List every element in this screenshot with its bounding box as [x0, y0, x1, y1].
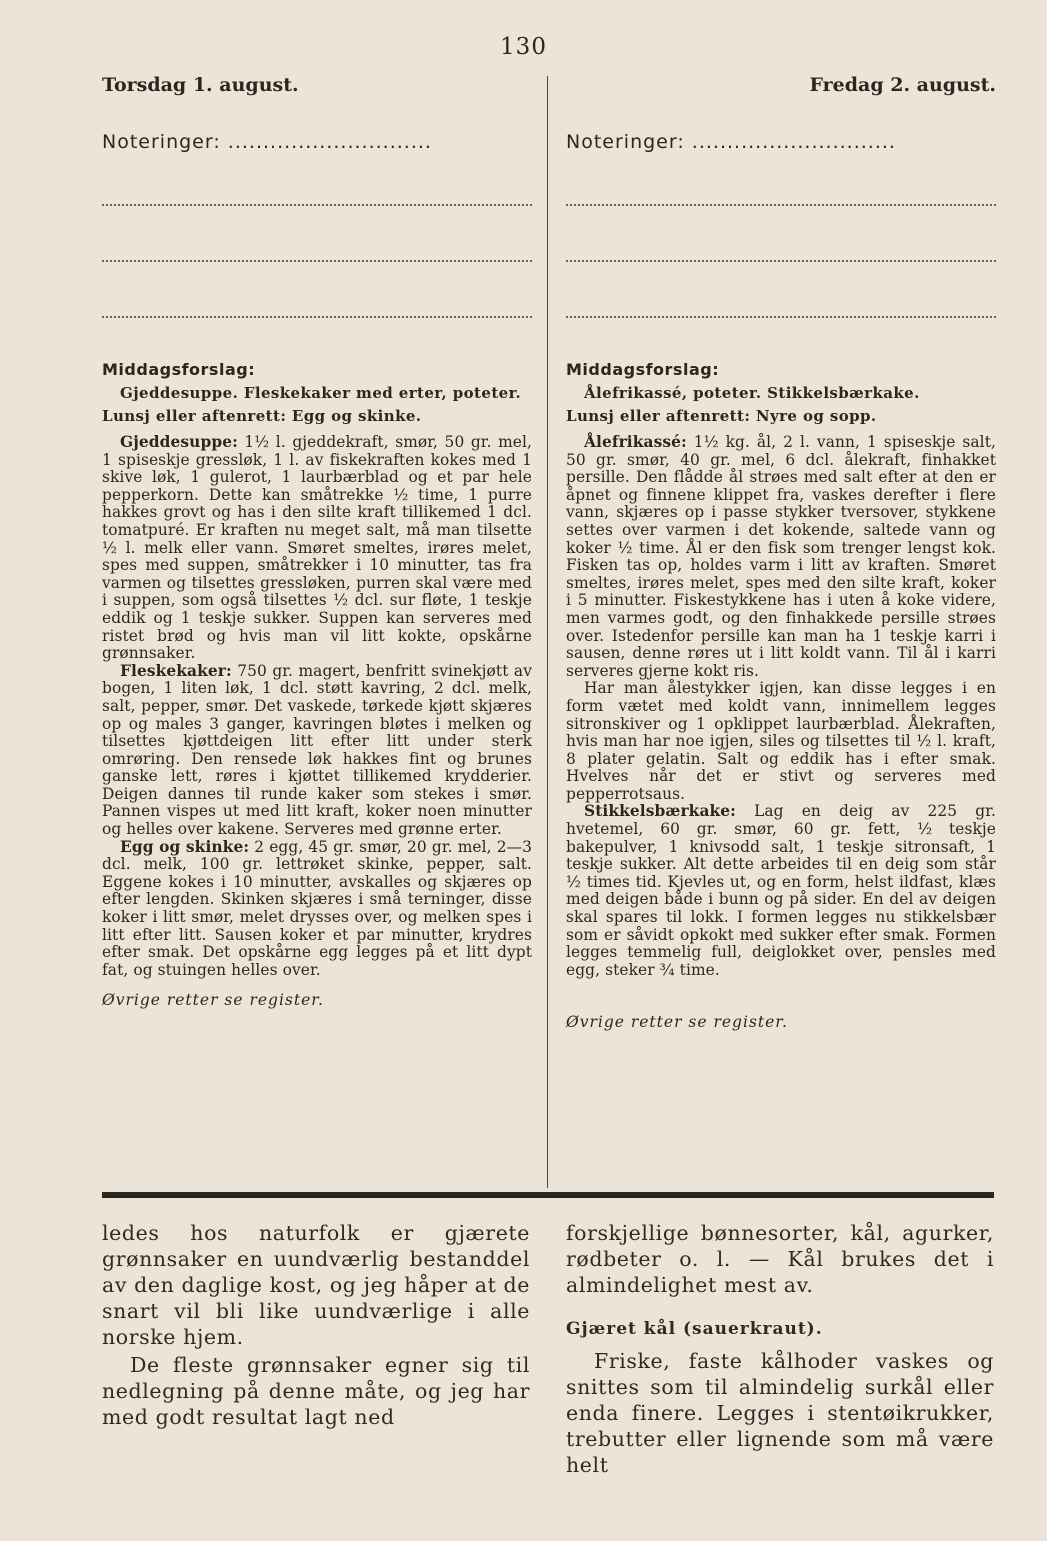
recipe-name: Egg og skinke: [120, 837, 250, 856]
recipe-name: Ålefrikassé: [584, 433, 687, 451]
dinner-heading-left: Middagsforslag: [102, 360, 256, 379]
menu-right: Ålefrikassé, poteter. Stikkelsbærkake. [584, 384, 920, 402]
recipe-text: 1½ kg. ål, 2 l. vann, 1 spiseskje salt, 50 gr. smør, 40 gr. mel, 6 dcl. ålekraft, finhakket persille. Den flådde ål strøes med salt efter at den er åpnet og finnene klippet fra, vaskes derefter i flere vann, skjæres op i passe stykker tversover, stykkene settes over varmen i det kokende, saltede vann og koker ½ time. Ål er den fisk som trenger lengst kok. Fisken tas op, holdes varm i litt av kraften. Smøret smeltes, irøres melet, spes med den silte kraft, koker i 5 minutter. Fiskestykkene has i uten å koke videre, men varmes godt, og den finhakkede persille strøes over. Istedenfor persille kan man ha 1 teskje karri i sausen, denne røres ut i litt koldt vann. Til ål i karri serveres gjerne kokt ris. [566, 433, 996, 680]
bottom-right-text [566, 1220, 994, 1478]
horizontal-rule [102, 1192, 994, 1198]
notes-dots: ............................. [227, 131, 432, 153]
recipe-text: Lag en deig av 225 gr. hvetemel, 60 gr. smør, 60 gr. fett, ½ teskje bakepulver, 1 knivsodd salt, 1 teskje sitronsaft, 1 teskje sukker. Alt dette arbeides til en deig som står ½ times tid. Kjevles ut, og en form, helst ildfast, klæs med deigen både i bunn og på sider. En del av deigen skal spares til lokk. I formen legges nu stikkelsbær som er såvidt opkokt med sukker efter smak. Formen legges temmelig full, deiglokket over, pensles med egg, steker ¾ time. [566, 802, 996, 979]
recipe-text: 2 egg, 45 gr. smør, 20 gr. mel, 2—3 dcl. melk, 100 gr. lettrøket skinke, pepper, salt. Eggene kokes i 10 minutter, avskalles og skjæres op efter lengden. Skinken skjæres i små terninger, disse koker i litt smør, melet drysses over, og melken spes i litt efter litt. Sausen koker et par minutter, krydres efter smak. Det opskårne egg legges på et litt dypt fat, og stuingen helles over. [102, 837, 533, 979]
notes-line [102, 252, 532, 262]
lunch-right: Lunsj eller aftenrett: Nyre og sopp. [566, 407, 877, 425]
notes-line [566, 252, 996, 262]
notes-line [566, 308, 996, 318]
recipe-name: Gjeddesuppe: [120, 433, 238, 451]
page-number: 130 [500, 34, 547, 60]
day-title-right: Fredag 2. august. [809, 74, 996, 96]
recipe-paragraph [102, 839, 532, 980]
notes-label-left [102, 130, 532, 154]
recipe-paragraph [566, 803, 996, 979]
bottom-left-text [102, 1220, 530, 1430]
notes-label-right [566, 130, 996, 154]
recipe-paragraph [566, 680, 996, 803]
recipe-text: 1½ l. gjeddekraft, smør, 50 gr. mel, 1 spiseskje gressløk, 1 l. av fiskekraften kokes med 1 skive løk, 1 gulerot, 1 laurbærblad og et par hele pepperkorn. Dette kan småtrekke ½ time, 1 purre hakkes grovt og has i den silte kraft tillikemed 1 dcl. tomatpuré. Er kraften nu meget salt, må man tilsette ½ l. melk eller vann. Smøret smeltes, irøres melet, spes med suppen, småtrekker i 10 minutter, tas fra varmen og tilsettes gressløken, purren skal være med i suppen, som også tilsettes ½ dcl. sur fløte, 1 teskje eddik og 1 teskje sukker. Suppen kan serveres med ristet brød og hvis man vil litt kokte, opskårne grønnsaker. [102, 433, 532, 663]
dinner-heading-right: Middagsforslag: [566, 360, 720, 379]
notes-line [102, 308, 532, 318]
day-title-left: Torsdag 1. august. [102, 74, 299, 96]
recipe-text: 750 gr. magert, benfritt svinekjøtt av bogen, 1 liten løk, 1 dcl. støtt kavring, 2 dcl. melk, salt, pepper, smør. Det vaskede, tørkede kjøtt skjæres op og males 3 ganger, kavringen bløtes i melken og tilsettes kjøttdeigen litt efter litt under sterk omrøring. Den rensede løk hakkes fint og brunes ganske lett, røres i kjøttet tillikemed krydderier. Deigen dannes til runde kaker som stekes i smør. Pannen vispes ut med litt kraft, koker noen minutter og helles over kakene. Serveres med grønne erter. [102, 661, 532, 839]
notes-line [102, 196, 532, 206]
recipe-paragraph [566, 434, 996, 680]
body-paragraph: Friske, faste kålhoder vaskes og snittes som til almindelig surkål eller enda finere. Legges i stentøikrukker, trebutter eller lignende som må være helt [566, 1349, 994, 1477]
recipe-name: Stikkelsbærkake: [584, 802, 736, 821]
column-divider [547, 76, 548, 1188]
body-paragraph: forskjellige bønnesorter, kål, agurker, rødbeter o. l. — Kål brukes det i almindelighet mest av. [566, 1221, 994, 1297]
left-column [102, 70, 532, 1009]
notes-label-text: Noteringer: [102, 131, 221, 153]
recipe-name: Fleskekaker: [120, 661, 232, 680]
register-note-left: Øvrige retter se register. [102, 991, 324, 1010]
recipe-text: Har man ålestykker igjen, kan disse legges i en form vætet med koldt vann, innimellem legges sitronskiver og 1 opklippet laurbærblad. Ålekraften, hvis man har noe igjen, siles og tilsettes til ½ l. kraft, 8 plater gelatin. Salt og eddik has i efter smak. Hvelves når det er stivt og serveres med pepperrotsaus. [566, 679, 996, 803]
notes-line [566, 196, 996, 206]
notes-label-text: Noteringer: [566, 131, 685, 153]
recipe-paragraph [102, 434, 532, 663]
menu-left: Gjeddesuppe. Fleskekaker med erter, poteter. [120, 384, 522, 402]
subheading: Gjæret kål (sauerkraut). [566, 1319, 823, 1339]
body-paragraph: ledes hos naturfolk er gjærete grønnsaker en uundværlig bestanddel av den daglige kost, og jeg håper at de snart vil bli like uundværlige i alle norske hjem. [102, 1221, 530, 1349]
recipe-paragraph [102, 663, 532, 839]
right-column [566, 70, 996, 1031]
lunch-left: Lunsj eller aftenrett: Egg og skinke. [102, 407, 422, 425]
body-paragraph: De fleste grønnsaker egner sig til nedlegning på denne måte, og jeg har med godt resultat lagt ned [102, 1353, 530, 1429]
notes-dots: ............................. [691, 131, 896, 153]
register-note-right: Øvrige retter se register. [566, 1013, 788, 1032]
